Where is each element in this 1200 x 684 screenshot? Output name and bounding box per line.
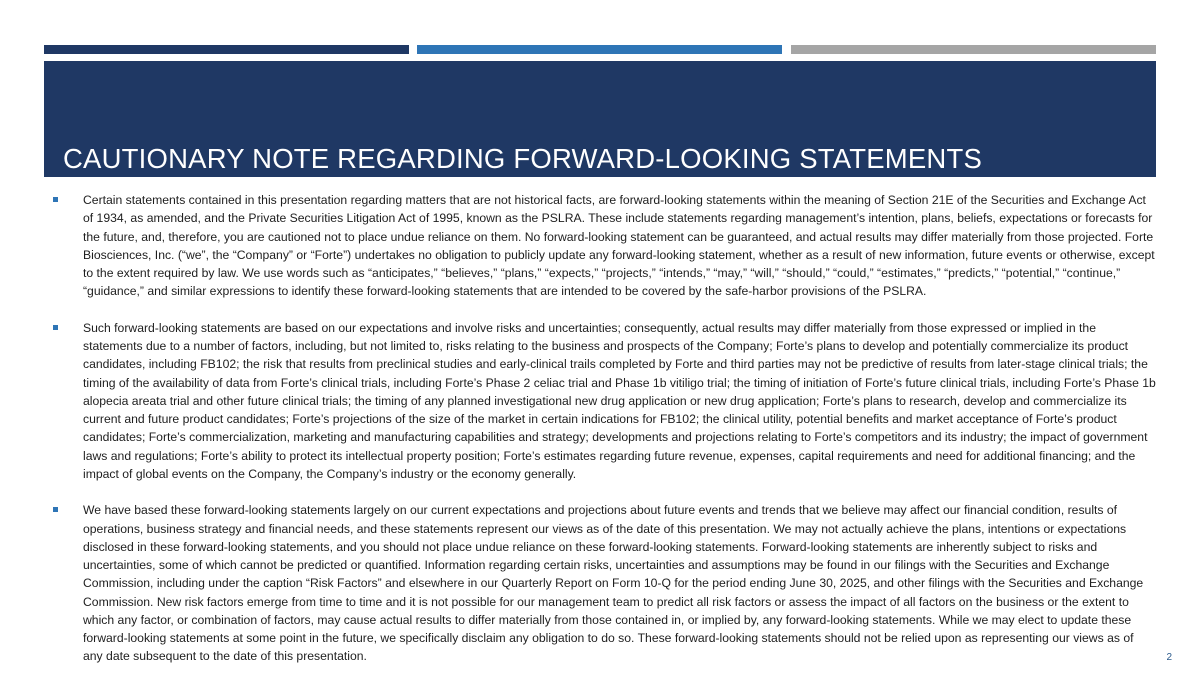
bullet-list — [44, 191, 1156, 684]
header-stripe-blue — [417, 45, 782, 54]
slide-title: CAUTIONARY NOTE REGARDING FORWARD-LOOKING STATEMENTS — [63, 143, 983, 174]
page-number: 2 — [1166, 652, 1172, 663]
header-stripe-dark — [44, 45, 409, 54]
square-bullet-icon — [53, 507, 58, 512]
bullet-text: We have based these forward-looking statements largely on our current expectations and projections about future events and trends that we believe may affect our financial condition, results of operations, business strategy and financial needs, and these statements represent our views as of the date of this presentation. We may not actually achieve the plans, intentions or expectations disclosed in these forward-looking statements, and you should not place undue reliance on these forward-looking statements. Forward-looking statements are inherently subject to risks and uncertainties, some of which cannot be predicted or quantified. Information regarding certain risks, uncertainties and assumptions may be found in our filings with the Securities and Exchange Commission, including under the caption “Risk Factors” and elsewhere in our Quarterly Report on Form 10-Q for the period ending June 30, 2025, and other filings with the Securities and Exchange Commission. New risk factors emerge from time to time and it is not possible for our management team to predict all risk factors or assess the impact of all factors on the business or the extent to which any factor, or combination of factors, may cause actual results to differ materially from those contained in, or implied by, any forward-looking statements. While we may elect to update these forward-looking statements at some point in the future, we specifically disclaim any obligation to do so. These forward-looking statements should not be relied upon as representing our views as of any date subsequent to the date of this presentation. — [83, 503, 1144, 664]
bullet-item — [44, 319, 1156, 483]
square-bullet-icon — [53, 325, 58, 330]
bullet-text: Such forward-looking statements are based on our expectations and involve risks and uncertainties; consequently, actual results may differ materially from those expressed or implied in the statements due to a number of factors, including, but not limited to, risks relating to the business and prospects of the Company; Forte’s plans to develop and potentially commercialize its product candidates, including FB102; the risk that results from preclinical studies and early-clinical trails completed by Forte and third parties may not be predictive of results from later-stage clinical trials; the timing of the availability of data from Forte’s clinical trials, including Forte’s Phase 2 celiac trial and Phase 1b vitiligo trial; the timing of initiation of Forte’s future clinical trials, including Forte’s Phase 1b alopecia areata trial and other future clinical trials; the timing of any planned investigational new drug application or new drug application; Forte’s plans to research, develop and commercialize its current and future product candidates; Forte’s projections of the size of the market in certain indications for FB102; the clinical utility, potential benefits and market acceptance of Forte’s product candidates; Forte’s commercialization, marketing and manufacturing capabilities and strategy; developments and projections relating to Forte’s competitors and its industry; the impact of government laws and regulations; Forte’s ability to protect its intellectual property position; Forte’s estimates regarding future revenue, expenses, capital requirements and need for additional financing; and the impact of global events on the Company, the Company’s industry or the economy generally. — [83, 320, 1156, 481]
square-bullet-icon — [53, 197, 58, 202]
bullet-item — [44, 501, 1156, 665]
header-stripe-gray — [791, 45, 1156, 54]
bullet-text: Certain statements contained in this presentation regarding matters that are not historical facts, are forward-looking statements within the meaning of Section 21E of the Securities and Exchange Act of 1934, as amended, and the Private Securities Litigation Act of 1995, known as the PSLRA. These include statements regarding management’s intention, plans, beliefs, expectations or forecasts for the future, and, therefore, you are cautioned not to place undue reliance on them. No forward-looking statement can be guaranteed, and actual results may differ materially from those projected. Forte Biosciences, Inc. (“we”, the “Company” or “Forte”) undertakes no obligation to publicly update any forward-looking statement, whether as a result of new information, future events or otherwise, except to the extent required by law. We use words such as “anticipates,” “believes,” “plans,” “expects,” “projects,” “intends,” “may,” “will,” “should,” “could,” “estimates,” “predicts,” “potential,” “continue,” “guidance,” and similar expressions to identify these forward-looking statements that are intended to be covered by the safe-harbor provisions of the PSLRA. — [83, 193, 1155, 299]
bullet-item — [44, 191, 1156, 301]
